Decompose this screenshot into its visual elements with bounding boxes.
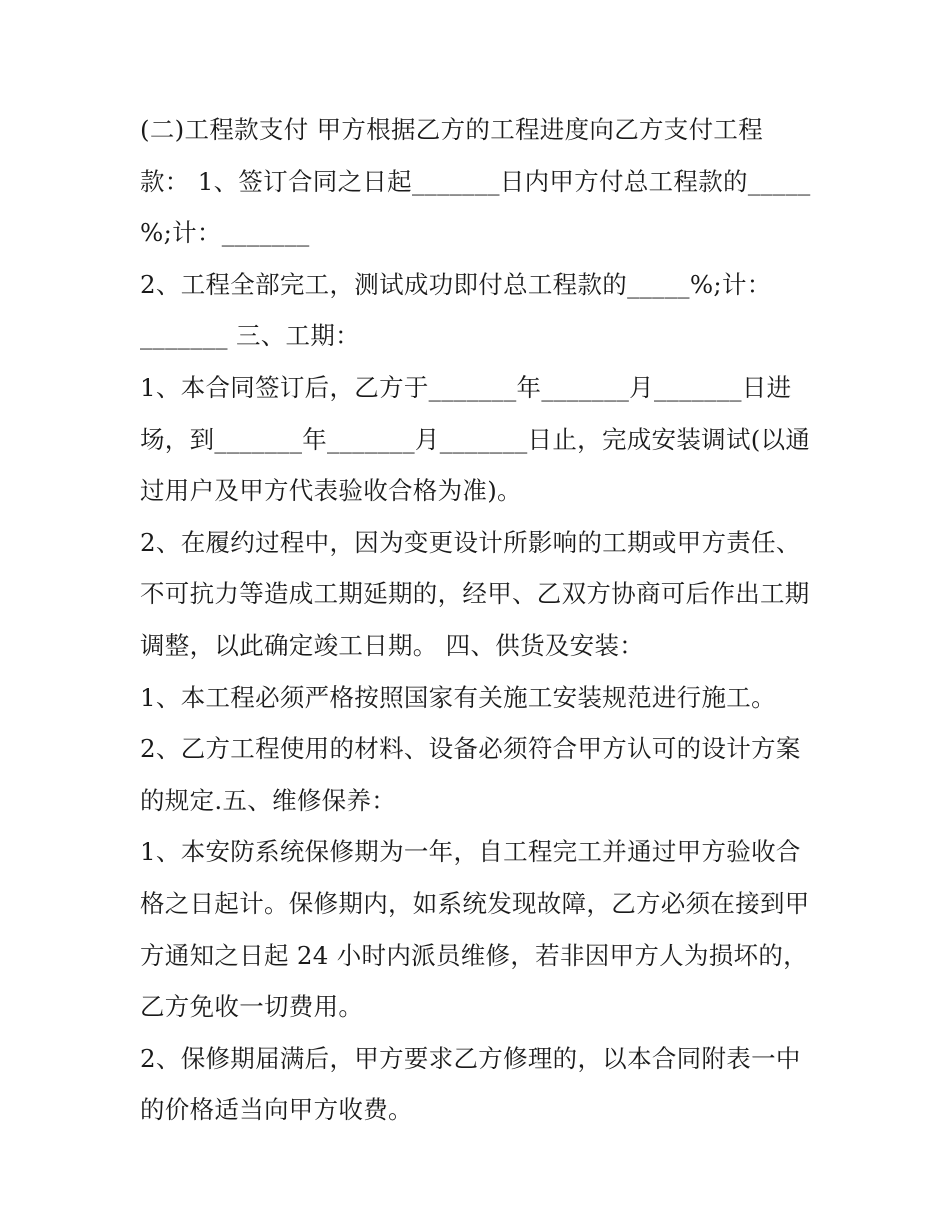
text-line: 调整，以此确定竣工日期。 四、供货及安装： [140, 630, 645, 660]
text-line: 2、保修期届满后，甲方要求乙方修理的，以本合同附表一中 [140, 1043, 801, 1073]
text-line: 过用户及甲方代表验收合格为准)。 [140, 476, 522, 506]
contract-body [140, 104, 830, 1136]
text-line: 款： 1、签订合同之日起_______日内甲方付总工程款的_____ [140, 166, 811, 196]
text-line: 场，到_______年_______月_______日止，完成安装调试(以通 [140, 424, 811, 454]
text-line: 1、本安防系统保修期为一年，自工程完工并通过甲方验收合 [140, 837, 801, 867]
text-line: 不可抗力等造成工期延期的，经甲、乙双方协商可后作出工期 [140, 579, 810, 609]
text-line: 1、本工程必须严格按照国家有关施工安装规范进行施工。 [140, 682, 776, 712]
text-line: 的规定.五、维修保养： [140, 785, 397, 815]
text-line: 2、在履约过程中，因为变更设计所影响的工期或甲方责任、 [140, 527, 801, 557]
text-line: (二)工程款支付 甲方根据乙方的工程进度向乙方支付工程 [140, 115, 764, 144]
text-line: 乙方免收一切费用。 [140, 992, 364, 1022]
text-line: _______ 三、工期： [140, 321, 360, 351]
text-line: 方通知之日起 24 小时内派员维修，若非因甲方人为损坏的， [140, 940, 808, 970]
text-line: 的价格适当向甲方收费。 [140, 1095, 413, 1125]
text-line: 2、乙方工程使用的材料、设备必须符合甲方认可的设计方案 [140, 734, 801, 764]
text-line: 格之日起计。保修期内，如系统发现故障，乙方必须在接到甲 [140, 888, 810, 918]
text-line: %;计：_______ [140, 218, 310, 248]
text-line: 2、工程全部完工，测试成功即付总工程款的_____%;计： [140, 269, 772, 299]
text-line: 1、本合同签订后，乙方于_______年_______月_______日进 [140, 372, 792, 402]
